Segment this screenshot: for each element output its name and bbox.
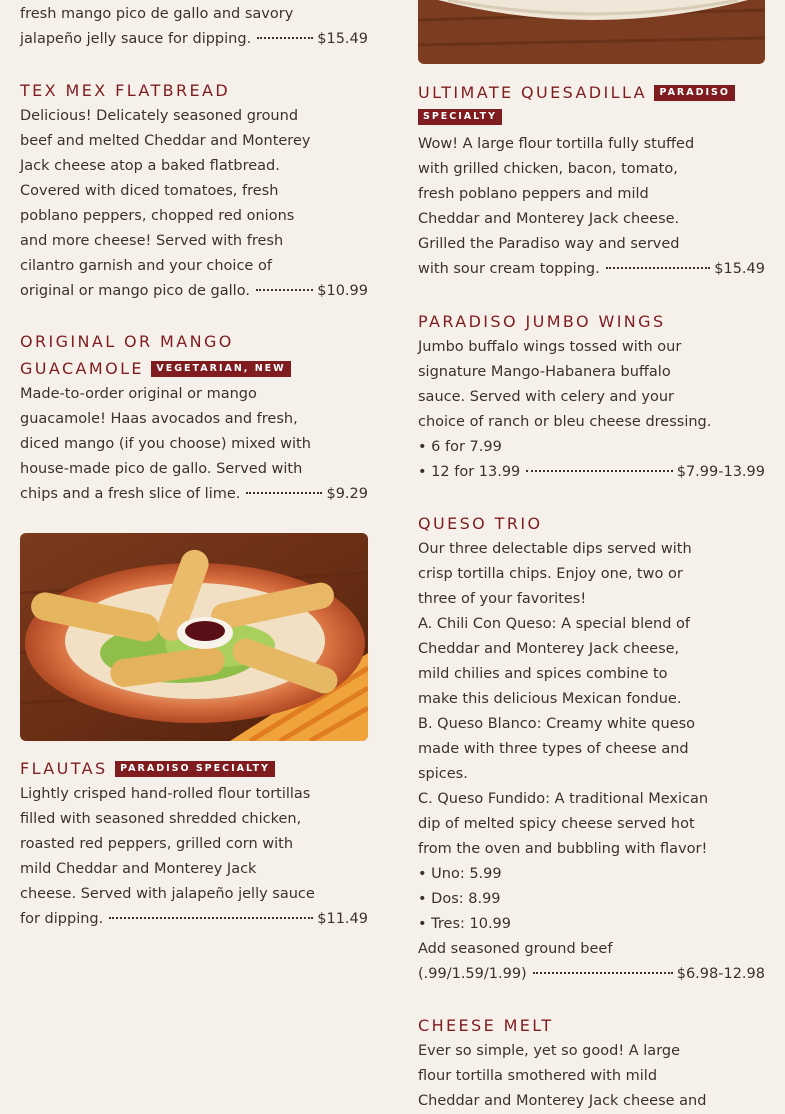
item-title: QUESO TRIO (418, 514, 543, 533)
item-description-line: beef and melted Cheddar and Monterey (20, 133, 311, 149)
menu-item-queso-trio (418, 510, 765, 987)
item-description-line: flour tortilla smothered with mild (418, 1068, 658, 1084)
item-description-line: mild chilies and spices combine to (418, 666, 668, 682)
item-description-line: guacamole! Haas avocados and fresh, (20, 411, 298, 427)
item-description-line: Cheddar and Monterey Jack cheese and (418, 1093, 707, 1109)
item-description-line: crisp tortilla chips. Enjoy one, two or (418, 566, 683, 582)
item-description-line: Cheddar and Monterey Jack cheese. (418, 211, 680, 227)
dot-leader (533, 972, 673, 974)
item-price: $7.99-13.99 (676, 464, 765, 480)
item-description-line: Covered with diced tomatoes, fresh (20, 183, 279, 199)
item-description-line: Delicious! Delicately seasoned ground (20, 108, 299, 124)
item-description-line: • Dos: 8.99 (418, 891, 501, 907)
item-title: TEX MEX FLATBREAD (20, 81, 231, 100)
item-description-line: choice of ranch or bleu cheese dressing. (418, 414, 712, 430)
item-description-line: make this delicious Mexican fondue. (418, 691, 682, 707)
price-line (20, 279, 368, 304)
dot-leader (246, 492, 322, 494)
menu-item-previous (20, 2, 368, 52)
item-description-line: Grilled the Paradiso way and served (418, 236, 680, 252)
item-description-line: house-made pico de gallo. Served with (20, 461, 303, 477)
item-badge: PARADISO SPECIALTY (115, 761, 275, 777)
badge-continuation (418, 105, 765, 125)
item-price: $10.99 (317, 283, 368, 299)
item-description-line: dip of melted spicy cheese served hot (418, 816, 695, 832)
item-title: FLAUTAS (20, 759, 108, 778)
item-title: CHEESE MELT (418, 1016, 554, 1035)
item-description-line: Made-to-order original or mango (20, 386, 257, 402)
item-description-line: Add seasoned ground beef (418, 941, 613, 957)
item-badge: VEGETARIAN, NEW (151, 361, 290, 377)
item-price: $15.49 (714, 261, 765, 277)
item-description-line: sauce. Served with celery and your (418, 389, 675, 405)
menu-item-guacamole (20, 328, 368, 507)
price-line (20, 482, 368, 507)
price-line (418, 962, 765, 987)
item-description-line: with grilled chicken, bacon, tomato, (418, 161, 678, 177)
item-description-line: A. Chili Con Queso: A special blend of (418, 616, 690, 632)
item-description (418, 132, 708, 257)
price-line (20, 907, 368, 932)
item-title: ULTIMATE QUESADILLA (418, 83, 647, 102)
item-description-line: made with three types of cheese and (418, 741, 689, 757)
item-description-line: three of your favorites! (418, 591, 587, 607)
item-badge: PARADISO (654, 85, 734, 101)
item-description-line: (.99/1.59/1.99) (418, 966, 527, 982)
item-description-line: • 6 for 7.99 (418, 439, 502, 455)
item-description-line: fresh mango pico de gallo and savory (20, 6, 294, 22)
item-description-line: with sour cream topping. (418, 261, 600, 277)
item-description-line: jalapeño jelly sauce for dipping. (20, 31, 252, 47)
dot-leader (109, 917, 313, 919)
item-description-line: Our three delectable dips served with (418, 541, 692, 557)
price-line (20, 27, 368, 52)
item-description-line: Cheddar and Monterey Jack cheese, (418, 641, 680, 657)
item-description-line: signature Mango-Habanera buffalo (418, 364, 671, 380)
item-description-line: original or mango pico de gallo. (20, 283, 250, 299)
item-description-line: filled with seasoned shredded chicken, (20, 811, 302, 827)
dot-leader (606, 267, 711, 269)
item-description-line: for dipping. (20, 911, 104, 927)
item-description-line: • 12 for 13.99 (418, 464, 521, 480)
item-description-line: Wow! A large flour tortilla fully stuffed (418, 136, 695, 152)
item-description (20, 782, 320, 907)
item-description-line: Lightly crisped hand-rolled flour tortillas (20, 786, 311, 802)
price-line (418, 257, 765, 282)
item-title: PARADISO JUMBO WINGS (418, 312, 666, 331)
item-title-line (20, 755, 368, 782)
item-description-line: roasted red peppers, grilled corn with (20, 836, 294, 852)
item-price: $15.49 (317, 31, 368, 47)
item-description-line: chips and a fresh slice of lime. (20, 486, 241, 502)
item-description-line: poblano peppers, chopped red onions (20, 208, 295, 224)
item-description-line: Jumbo buffalo wings tossed with our (418, 339, 682, 355)
item-title-text: GUACAMOLE (20, 359, 144, 378)
item-title-line (418, 79, 765, 106)
item-description-line: cilantro garnish and your choice of (20, 258, 272, 274)
dot-leader (526, 470, 672, 472)
item-description-line: C. Queso Fundido: A traditional Mexican (418, 791, 709, 807)
item-description-line: • Tres: 10.99 (418, 916, 512, 932)
flautas-photo (20, 533, 368, 741)
item-description-line: and more cheese! Served with fresh (20, 233, 284, 249)
dot-leader (256, 289, 313, 291)
item-description (418, 537, 718, 962)
item-price: $9.29 (326, 486, 368, 502)
item-description (20, 104, 310, 279)
menu-item-flautas (20, 755, 368, 932)
menu-item-paradiso-jumbo-wings (418, 308, 765, 485)
price-line (418, 460, 765, 485)
item-title-line2 (20, 355, 368, 382)
menu-item-cheese-melt (418, 1012, 765, 1114)
item-description-line: diced mango (if you choose) mixed with (20, 436, 311, 452)
menu-item-tex-mex-flatbread (20, 77, 368, 304)
item-description-line: fresh poblano peppers and mild (418, 186, 649, 202)
item-description-line: mild Cheddar and Monterey Jack (20, 861, 257, 877)
item-description-line: B. Queso Blanco: Creamy white queso (418, 716, 696, 732)
item-description (418, 335, 718, 460)
dot-leader (257, 37, 313, 39)
item-description (418, 1039, 718, 1114)
menu-item-ultimate-quesadilla (418, 79, 765, 282)
item-description-line: from the oven and bubbling with flavor! (418, 841, 708, 857)
item-description-line: Ever so simple, yet so good! A large (418, 1043, 681, 1059)
item-price: $6.98-12.98 (676, 966, 765, 982)
item-description-line: spices. (418, 766, 468, 782)
item-price: $11.49 (317, 911, 368, 927)
item-description (20, 382, 310, 482)
item-description-line: Jack cheese atop a baked flatbread. (20, 158, 280, 174)
item-description-line: • Uno: 5.99 (418, 866, 502, 882)
item-title: ORIGINAL OR MANGO (20, 332, 234, 351)
quesadilla-photo (418, 0, 765, 64)
item-description-line: cheese. Served with jalapeño jelly sauce (20, 886, 315, 902)
item-badge: SPECIALTY (418, 109, 502, 125)
